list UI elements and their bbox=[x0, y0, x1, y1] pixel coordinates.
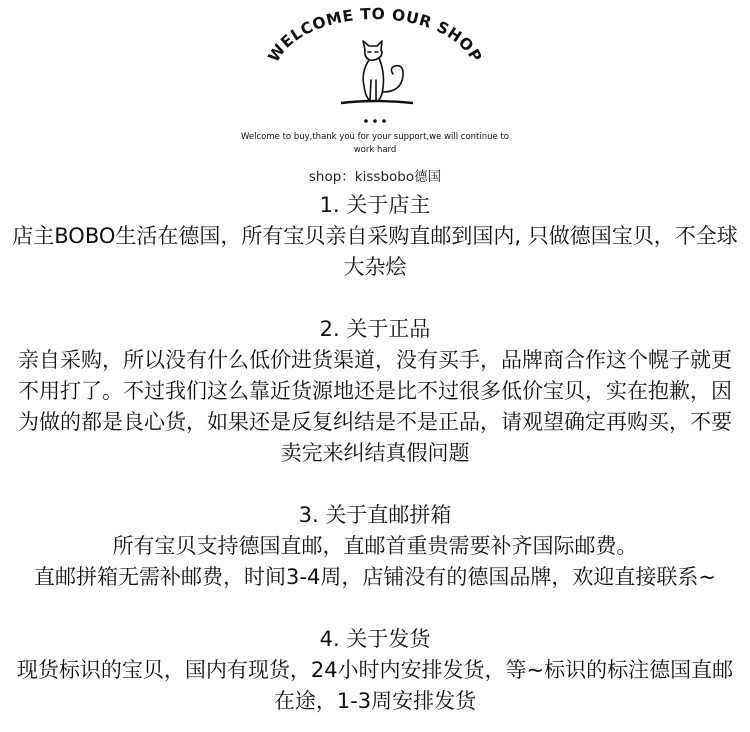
spacer bbox=[0, 469, 750, 500]
spacer bbox=[0, 283, 750, 314]
dot-icon bbox=[364, 119, 368, 123]
spacer bbox=[0, 593, 750, 624]
cat-icon bbox=[363, 41, 403, 100]
section-body: 亲自采购，所以没有什么低价进货渠道，没有买手，品牌商合作这个幌子就更不用打了。不过我们这么靠近货源地还是比不过很多低价宝贝，实在抱歉，因为做的都是良心货，如果还是反复纠结是不是正品，请观望确定再购买，不要卖完来纠结真假问题 bbox=[18, 348, 732, 465]
section-body: 直邮拼箱无需补邮费，时间3-4周，店铺没有的德国品牌，欢迎直接联系~ bbox=[34, 565, 716, 589]
section-title: 2. 关于正品 bbox=[319, 317, 431, 341]
dot-icon bbox=[373, 119, 377, 123]
section-title: 4. 关于发货 bbox=[319, 627, 431, 651]
shop-name: shop：kissbobo德国 bbox=[308, 169, 442, 185]
section-title: 1. 关于店主 bbox=[319, 193, 431, 217]
section-body: 所有宝贝支持德国直邮，直邮首重贵需要补齐国际邮费。 bbox=[112, 534, 638, 558]
welcome-arc-text: WELCOME TO OUR SHOP bbox=[264, 5, 486, 66]
section-title: 3. 关于直邮拼箱 bbox=[298, 503, 452, 527]
ground-line-icon bbox=[341, 101, 413, 103]
dot-icon bbox=[382, 119, 386, 123]
welcome-logo-graphic bbox=[255, 0, 495, 130]
section-body: 现货标识的宝贝，国内有现货，24小时内安排发货，等~标识的标注德国直邮在途，1-3周安排发货 bbox=[16, 658, 734, 713]
section-body: 店主BOBO生活在德国，所有宝贝亲自采购直邮到国内, 只做德国宝贝，不全球大杂烩 bbox=[12, 224, 738, 279]
shop-info-text bbox=[0, 190, 750, 717]
welcome-tagline: Welcome to buy,thank you for your support,we will continue to work hard bbox=[241, 132, 509, 155]
